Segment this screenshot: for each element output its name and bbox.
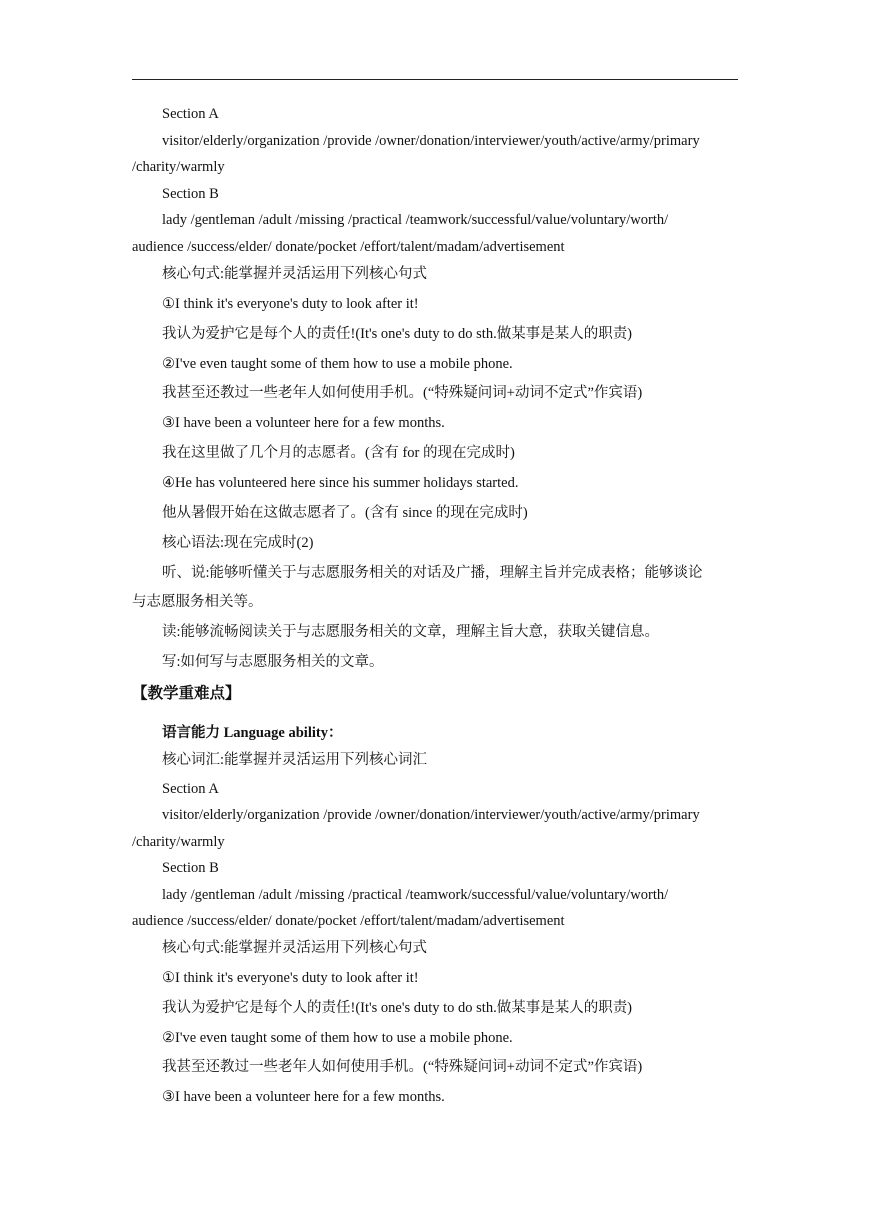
sentence-2-zh: 我甚至还教过一些老年人如何使用手机。(“特殊疑问词+动词不定式”作宾语) bbox=[162, 1059, 643, 1075]
sentence-3-en: ③I have been a volunteer here for a few months. bbox=[162, 1089, 445, 1105]
section-b-label: Section B bbox=[162, 860, 219, 876]
core-vocab-label: 核心词汇:能掌握并灵活运用下列核心词汇 bbox=[162, 752, 428, 768]
sentence-1-zh: 我认为爱护它是每个人的责任!(It's one's duty to do sth.做某事是某人的职责) bbox=[162, 1000, 633, 1016]
sentence-4-zh: 他从暑假开始在这做志愿者了。(含有 since 的现在完成时) bbox=[162, 505, 528, 521]
section-b-words: lady /gentleman /adult /missing /practical /teamwork/successful/value/voluntary/worth/ bbox=[162, 212, 669, 228]
section-a-words-cont: /charity/warmly bbox=[132, 159, 225, 175]
language-ability-label: 语言能力 Language ability： bbox=[162, 725, 343, 741]
writing-goal: 写:如何写与志愿服务相关的文章。 bbox=[162, 654, 384, 670]
core-sentences-label: 核心句式:能掌握并灵活运用下列核心句式 bbox=[162, 940, 428, 956]
section-b-words-cont: audience /success/elder/ donate/pocket /effort/talent/madam/advertisement bbox=[132, 239, 565, 255]
reading-goal: 读:能够流畅阅读关于与志愿服务相关的文章，理解主旨大意，获取关键信息。 bbox=[162, 624, 660, 640]
header-rule bbox=[132, 79, 738, 80]
sentence-2-en: ②I've even taught some of them how to use a mobile phone. bbox=[162, 356, 513, 372]
sentence-2-en: ②I've even taught some of them how to use a mobile phone. bbox=[162, 1030, 513, 1046]
sentence-1-en: ①I think it's everyone's duty to look after it! bbox=[162, 970, 419, 986]
sentence-1-en: ①I think it's everyone's duty to look after it! bbox=[162, 296, 419, 312]
section-a-label: Section A bbox=[162, 781, 219, 797]
sentence-2-zh: 我甚至还教过一些老年人如何使用手机。(“特殊疑问词+动词不定式”作宾语) bbox=[162, 385, 643, 401]
section-b-label: Section B bbox=[162, 186, 219, 202]
section-a-label: Section A bbox=[162, 106, 219, 122]
core-grammar: 核心语法:现在完成时(2) bbox=[162, 535, 314, 551]
sentence-3-en: ③I have been a volunteer here for a few months. bbox=[162, 415, 445, 431]
section-a-words: visitor/elderly/organization /provide /owner/donation/interviewer/youth/active/army/primary bbox=[162, 133, 700, 149]
sentence-4-en: ④He has volunteered here since his summer holidays started. bbox=[162, 475, 519, 491]
section-a-words: visitor/elderly/organization /provide /owner/donation/interviewer/youth/active/army/primary bbox=[162, 807, 700, 823]
sentence-3-zh: 我在这里做了几个月的志愿者。(含有 for 的现在完成时) bbox=[162, 445, 515, 461]
sentence-1-zh: 我认为爱护它是每个人的责任!(It's one's duty to do sth.做某事是某人的职责) bbox=[162, 326, 633, 342]
listening-speaking-goal: 听、说:能够听懂关于与志愿服务相关的对话及广播，理解主旨并完成表格；能够谈论 bbox=[162, 565, 703, 581]
section-a-words-cont: /charity/warmly bbox=[132, 834, 225, 850]
section-b-words: lady /gentleman /adult /missing /practical /teamwork/successful/value/voluntary/worth/ bbox=[162, 887, 669, 903]
key-points-heading: 【教学重难点】 bbox=[132, 684, 241, 702]
listening-speaking-goal-cont: 与志愿服务相关等。 bbox=[132, 594, 263, 610]
section-b-words-cont: audience /success/elder/ donate/pocket /effort/talent/madam/advertisement bbox=[132, 913, 565, 929]
core-sentences-label: 核心句式:能掌握并灵活运用下列核心句式 bbox=[162, 266, 428, 282]
